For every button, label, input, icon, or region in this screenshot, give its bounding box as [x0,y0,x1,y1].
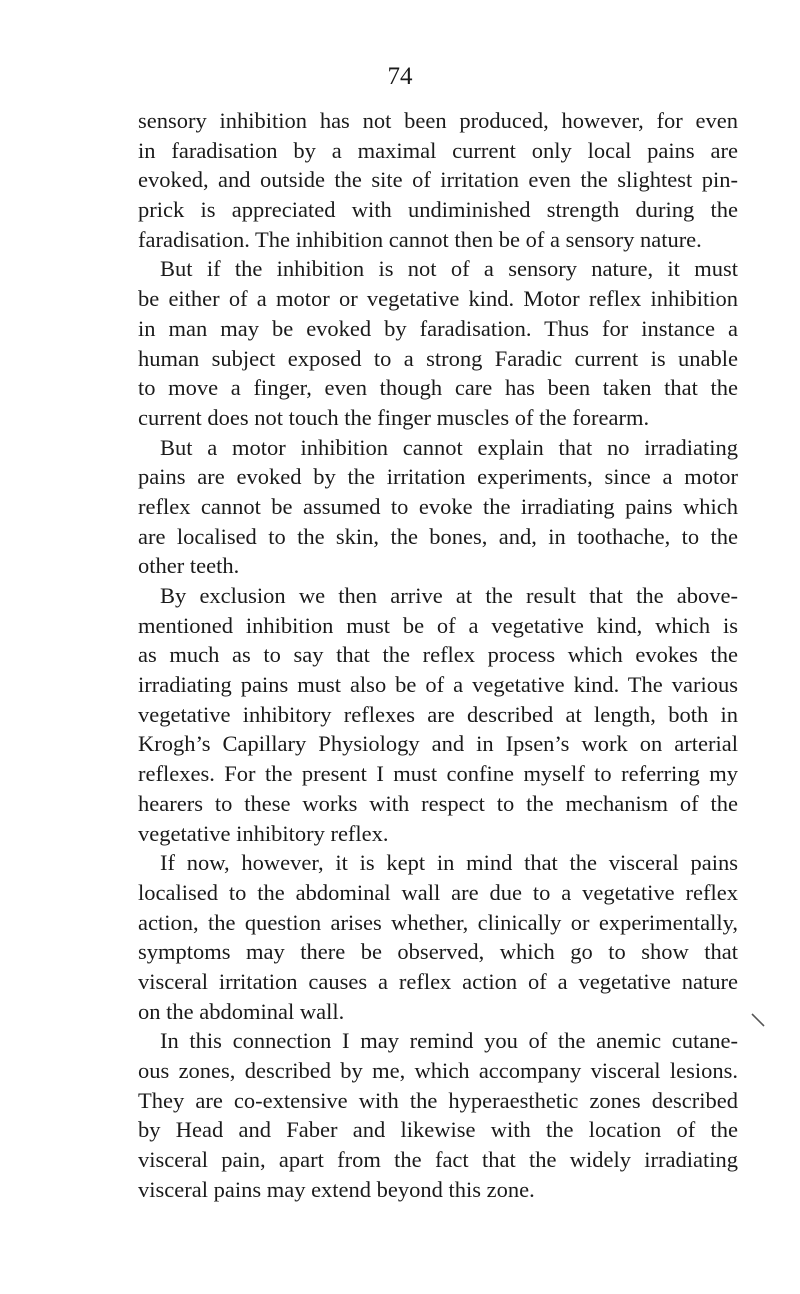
text-line: localised to the abdominal wall are due to a vegetative reflex [138,879,738,905]
text-line: as much as to say that the reflex process which evokes the [138,642,738,668]
text-line: In this connection I may remind you of the anemic cutane- [160,1028,738,1054]
text-line: visceral irritation causes a reflex action of a vegetative nature [138,968,738,994]
text-line: ous zones, described by me, which accompany visceral lesions. [138,1058,738,1083]
text-line: be either of a motor or vegetative kind. Motor reflex inhibition [138,286,738,312]
text-line: visceral pains may extend beyond this zone. [138,1176,535,1202]
text-line: human subject exposed to a strong Faradic current is unable [138,345,738,371]
text-line: But if the inhibition is not of a sensory nature, it must [160,256,738,282]
body-text [138,106,738,1204]
text-line: sensory inhibition has not been produced, however, for even [138,108,738,133]
text-line: current does not touch the finger muscles of the forearm. [138,404,650,430]
text-line: faradisation. The inhibition cannot then be of a sensory nature. [138,226,702,252]
text-line: vegetative inhibitory reflex. [138,820,389,846]
text-line: in man may be evoked by faradisation. Thus for instance a [138,315,738,341]
text-line: are localised to the skin, the bones, and, in toothache, to the [138,523,738,549]
text-line: to move a finger, even though care has been taken that the [138,375,738,401]
text-line: reflex cannot be assumed to evoke the irradiating pains which [138,493,738,519]
text-line: But a motor inhibition cannot explain that no irradiating [160,434,738,460]
text-line: hearers to these works with respect to the mechanism of the [138,790,738,816]
text-line: on the abdominal wall. [138,998,345,1024]
text-line: They are co-extensive with the hyperaesthetic zones described [138,1087,738,1113]
text-line: irradiating pains must also be of a vegetative kind. The various [138,672,738,698]
text-line: in faradisation by a maximal current only local pains are [138,137,738,163]
text-line: By exclusion we then arrive at the result that the above- [160,583,738,608]
text-line: reflexes. For the present I must confine myself to referring my [138,761,738,787]
text-line: symptoms may there be observed, which go to show that [138,939,738,965]
text-line: If now, however, it is kept in mind that the visceral pains [160,850,738,876]
text-line: mentioned inhibition must be of a vegetative kind, which is [138,612,738,638]
text-line: vegetative inhibitory reflexes are described at length, both in [138,701,738,727]
text-line: evoked, and outside the site of irritation even the slightest pin- [138,167,738,193]
text-line: Krogh’s Capillary Physiology and in Ipsen’s work on arterial [138,731,738,757]
pencil-mark-icon [751,1013,765,1027]
page-number: 74 [387,63,413,90]
text-line: by Head and Faber and likewise with the location of the [138,1117,738,1143]
text-line: visceral pain, apart from the fact that the widely irradiating [138,1147,738,1173]
text-line: pains are evoked by the irritation experiments, since a motor [138,464,738,490]
text-line: prick is appreciated with undiminished strength during the [138,197,738,223]
text-line: action, the question arises whether, clinically or experimentally, [138,909,738,935]
text-line: other teeth. [138,553,240,579]
